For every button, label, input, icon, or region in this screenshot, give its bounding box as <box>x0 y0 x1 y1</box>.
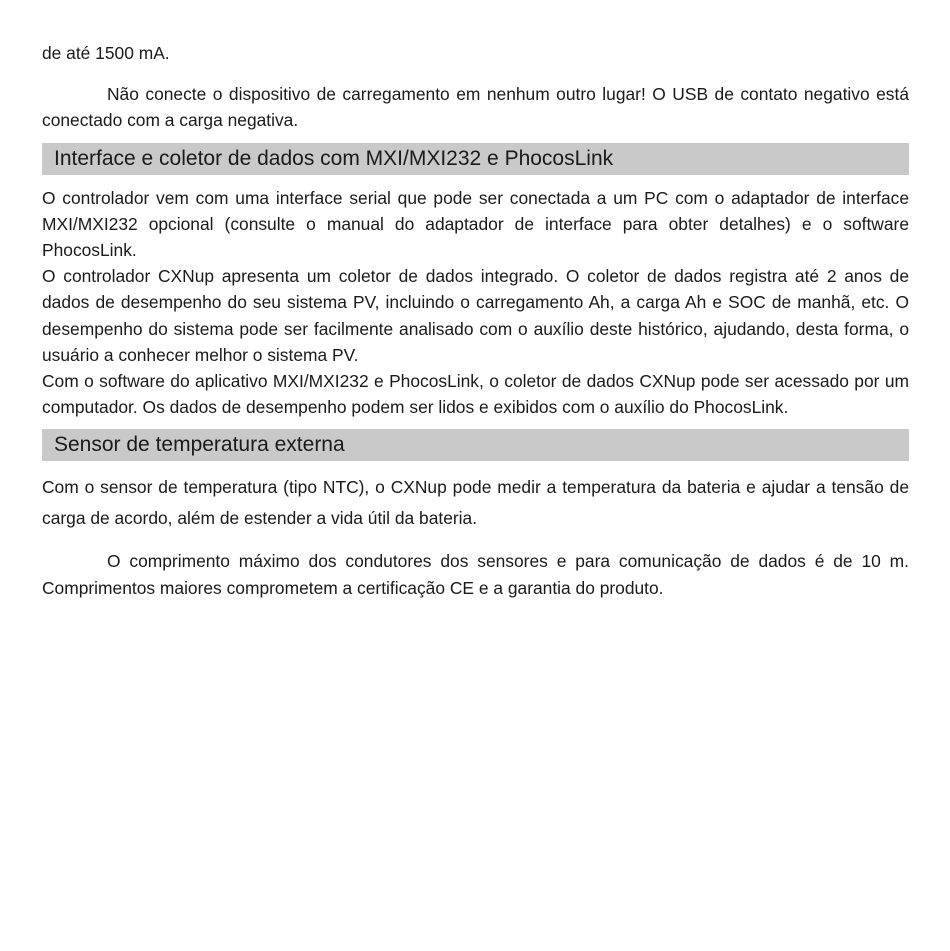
paragraph-continuation: de até 1500 mA. <box>42 43 170 63</box>
document-page <box>42 40 909 601</box>
section-heading-temperature-sensor <box>42 429 909 461</box>
section-heading-temperature-sensor-text: Sensor de temperatura externa <box>54 433 345 457</box>
section-body-interface <box>42 185 909 421</box>
section-heading-interface-text: Interface e coletor de dados com MXI/MXI232 e PhocosLink <box>54 146 614 170</box>
paragraph-cable-length: O comprimento máximo dos condutores dos sensores e para comunicação de dados é de 10 m. Comprimentos maiores comprometem a certificação CE e a garantia do produto. <box>42 551 909 598</box>
paragraph-charging-warning: Não conecte o dispositivo de carregamento em nenhum outro lugar! O USB de contato negativo está conectado com a carga negativa. <box>42 84 909 131</box>
paragraph-phocoslink-software: Com o software do aplicativo MXI/MXI232 e PhocosLink, o coletor de dados CXNup pode ser acessado por um computador. Os dados de desempenho podem ser lidos e exibidos com o auxílio do PhocosLink. <box>42 371 909 418</box>
paragraph-data-logger: O controlador CXNup apresenta um coletor de dados integrado. O coletor de dados registra até 2 anos de dados de desempenho do seu sistema PV, incluindo o carregamento Ah, a carga Ah e SOC de manhã, etc. O desempenho do sistema pode ser facilmente analisado com o auxílio deste histórico, ajudando, desta forma, o usuário a conhecer melhor o sistema PV. <box>42 266 909 365</box>
section-heading-interface <box>42 143 909 175</box>
paragraph-serial-interface: O controlador vem com uma interface serial que pode ser conectada a um PC com o adaptador de interface MXI/MXI232 opcional (consulte o manual do adaptador de interface para obter detalhes) e o software PhocosLink. <box>42 187 909 261</box>
paragraph-ntc-sensor: Com o sensor de temperatura (tipo NTC), o CXNup pode medir a temperatura da bateria e ajudar a tensão de carga de acordo, além de estender a vida útil da bateria. <box>42 477 909 529</box>
